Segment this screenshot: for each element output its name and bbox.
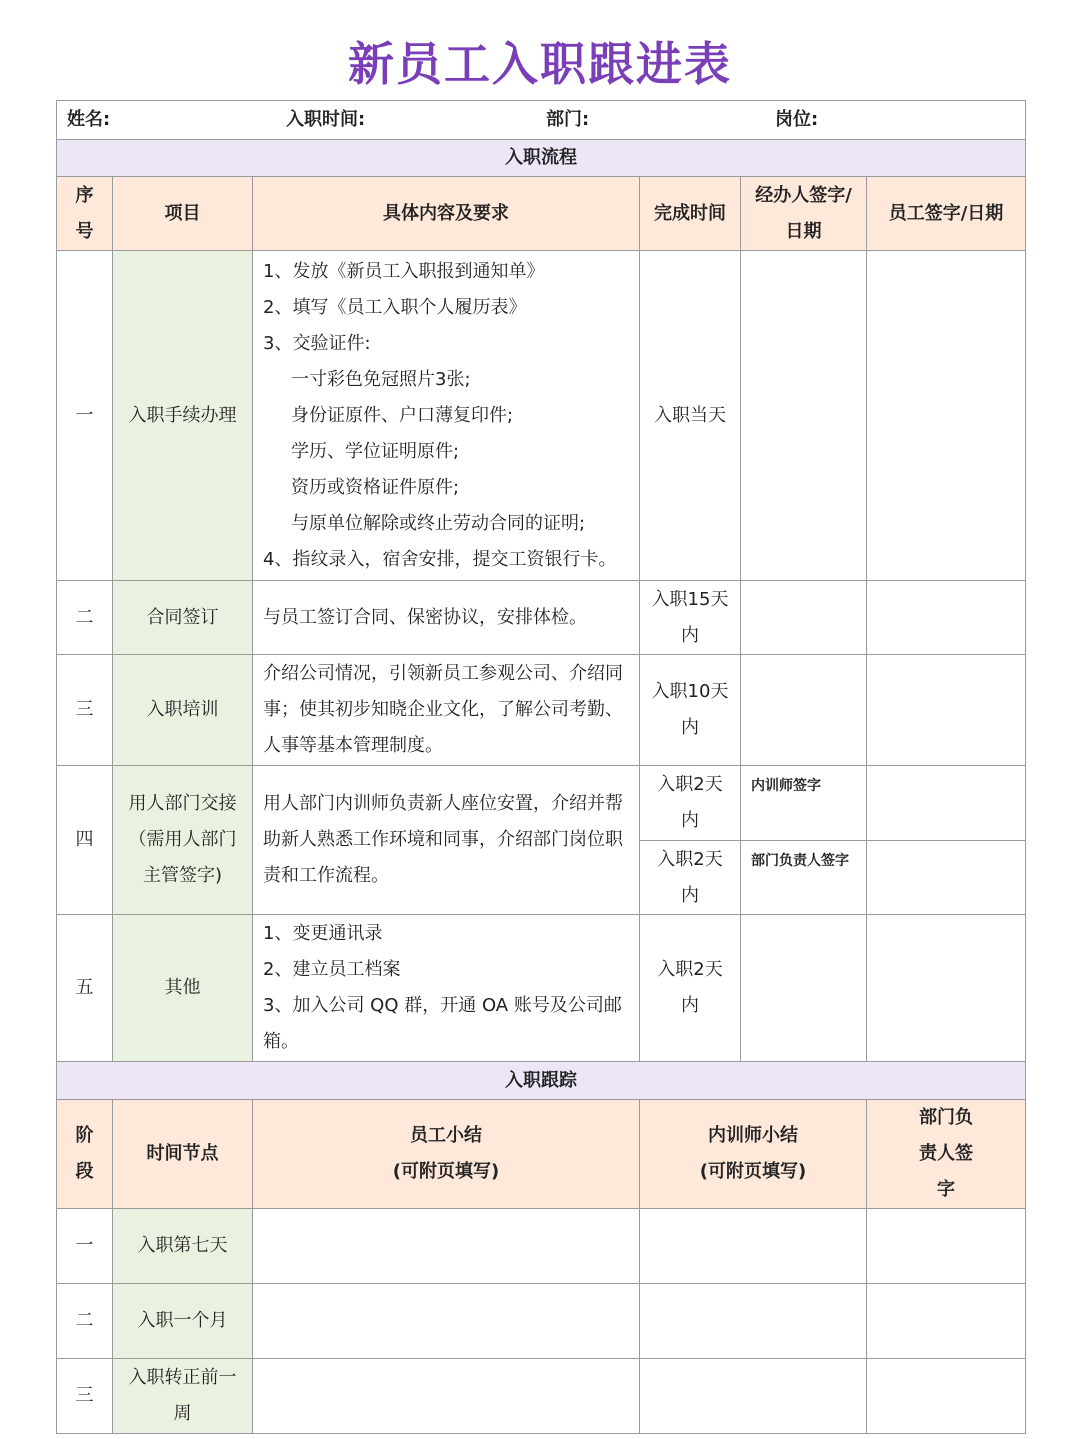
row-seq: 二 bbox=[57, 581, 113, 655]
dept-sign-cell[interactable] bbox=[867, 1359, 1026, 1434]
handler-sign-cell[interactable] bbox=[741, 915, 867, 1062]
table-row bbox=[57, 766, 1026, 841]
row-content bbox=[253, 915, 640, 1062]
table-row bbox=[57, 915, 1026, 1062]
row-item: 用人部门交接（需用人部门主管签字) bbox=[113, 766, 253, 915]
table-row bbox=[57, 581, 1026, 655]
content-line: 3、交验证件: bbox=[263, 332, 371, 354]
employee-sign-cell[interactable] bbox=[867, 251, 1026, 581]
table-row bbox=[57, 1284, 1026, 1359]
employee-summary-note: (可附页填写) bbox=[392, 1161, 500, 1182]
header-handler-sign: 经办人签字/日期 bbox=[741, 177, 867, 251]
table-row bbox=[57, 1209, 1026, 1284]
header-employee-summary bbox=[253, 1100, 640, 1209]
table-row bbox=[57, 251, 1026, 581]
position-label: 岗位: bbox=[775, 109, 819, 130]
row-time: 入职15天内 bbox=[640, 581, 741, 655]
row-seq: 四 bbox=[57, 766, 113, 915]
tracking-header-row bbox=[57, 1100, 1026, 1209]
row-content: 介绍公司情况，引领新员工参观公司、介绍同事；使其初步知晓企业文化，了解公司考勤、人事等基本管理制度。 bbox=[253, 655, 640, 766]
section-title-tracking: 入职跟踪 bbox=[57, 1062, 1026, 1100]
table-row bbox=[57, 655, 1026, 766]
header-time-node: 时间节点 bbox=[113, 1100, 253, 1209]
content-line: 2、填写《员工入职个人履历表》 bbox=[263, 296, 527, 318]
header-time: 完成时间 bbox=[640, 177, 741, 251]
row-time-node: 入职转正前一周 bbox=[113, 1359, 253, 1434]
row-item: 入职培训 bbox=[113, 655, 253, 766]
header-dept-sign: 部门负责人签字 bbox=[867, 1100, 1026, 1209]
content-line: 1、发放《新员工入职报到通知单》 bbox=[263, 260, 545, 282]
content-line: 学历、学位证明原件; bbox=[291, 440, 460, 462]
trainer-summary-note: (可附页填写) bbox=[699, 1161, 807, 1182]
employee-summary-label: 员工小结 bbox=[410, 1125, 482, 1146]
dept-sign-cell[interactable] bbox=[867, 1209, 1026, 1284]
header-employee-sign: 员工签字/日期 bbox=[867, 177, 1026, 251]
content-line: 3、加入公司 QQ 群，开通 OA 账号及公司邮箱。 bbox=[263, 995, 622, 1052]
row-stage: 三 bbox=[57, 1359, 113, 1434]
onboarding-table bbox=[56, 100, 1026, 1434]
row-item: 其他 bbox=[113, 915, 253, 1062]
process-header-row bbox=[57, 177, 1026, 251]
header-trainer-summary bbox=[640, 1100, 867, 1209]
handler-sign-cell[interactable] bbox=[741, 251, 867, 581]
dept-sign-cell[interactable] bbox=[867, 1284, 1026, 1359]
row-seq: 一 bbox=[57, 251, 113, 581]
row-time: 入职2天内 bbox=[640, 766, 741, 841]
trainer-summary-cell[interactable] bbox=[640, 1209, 867, 1284]
entry-date-label: 入职时间: bbox=[286, 109, 366, 130]
content-line: 与原单位解除或终止劳动合同的证明; bbox=[291, 512, 586, 534]
row-time: 入职当天 bbox=[640, 251, 741, 581]
handler-sign-cell[interactable] bbox=[741, 581, 867, 655]
employee-sign-cell[interactable] bbox=[867, 915, 1026, 1062]
trainer-summary-cell[interactable] bbox=[640, 1284, 867, 1359]
row-seq: 三 bbox=[57, 655, 113, 766]
header-item: 项目 bbox=[113, 177, 253, 251]
trainer-sign-cell[interactable]: 内训师签字 bbox=[741, 766, 867, 841]
employee-sign-cell[interactable] bbox=[867, 581, 1026, 655]
name-label: 姓名: bbox=[67, 109, 111, 130]
section-title-process: 入职流程 bbox=[57, 140, 1026, 177]
row-item: 合同签订 bbox=[113, 581, 253, 655]
content-line: 4、指纹录入，宿舍安排，提交工资银行卡。 bbox=[263, 548, 617, 570]
row-time: 入职10天内 bbox=[640, 655, 741, 766]
header-seq: 序号 bbox=[57, 177, 113, 251]
row-item: 入职手续办理 bbox=[113, 251, 253, 581]
row-time: 入职2天内 bbox=[640, 841, 741, 915]
employee-sign-cell[interactable] bbox=[867, 766, 1026, 841]
row-time-node: 入职一个月 bbox=[113, 1284, 253, 1359]
content-line: 一寸彩色免冠照片3张; bbox=[291, 368, 471, 390]
trainer-summary-cell[interactable] bbox=[640, 1359, 867, 1434]
row-seq: 五 bbox=[57, 915, 113, 1062]
row-content: 用人部门内训师负责新人座位安置，介绍并帮助新人熟悉工作环境和同事，介绍部门岗位职责和工作流程。 bbox=[253, 766, 640, 915]
employee-summary-cell[interactable] bbox=[253, 1209, 640, 1284]
employee-summary-cell[interactable] bbox=[253, 1284, 640, 1359]
employee-sign-cell[interactable] bbox=[867, 841, 1026, 915]
employee-summary-cell[interactable] bbox=[253, 1359, 640, 1434]
content-line: 资历或资格证件原件; bbox=[291, 476, 460, 498]
content-line: 身份证原件、户口薄复印件; bbox=[291, 404, 514, 426]
handler-sign-cell[interactable] bbox=[741, 655, 867, 766]
table-row bbox=[57, 1359, 1026, 1434]
row-stage: 一 bbox=[57, 1209, 113, 1284]
dept-head-sign-cell[interactable]: 部门负责人签字 bbox=[741, 841, 867, 915]
content-line: 1、变更通讯录 bbox=[263, 923, 383, 944]
row-time: 入职2天内 bbox=[640, 915, 741, 1062]
row-content bbox=[253, 251, 640, 581]
page-title: 新员工入职跟进表 bbox=[348, 37, 732, 91]
department-label: 部门: bbox=[546, 109, 590, 130]
row-time-node: 入职第七天 bbox=[113, 1209, 253, 1284]
employee-sign-cell[interactable] bbox=[867, 655, 1026, 766]
trainer-summary-label: 内训师小结 bbox=[708, 1125, 798, 1146]
header-content: 具体内容及要求 bbox=[253, 177, 640, 251]
info-row bbox=[57, 101, 1026, 140]
row-content: 与员工签订合同、保密协议，安排体检。 bbox=[253, 581, 640, 655]
row-stage: 二 bbox=[57, 1284, 113, 1359]
header-stage: 阶段 bbox=[57, 1100, 113, 1209]
content-line: 2、建立员工档案 bbox=[263, 959, 401, 980]
